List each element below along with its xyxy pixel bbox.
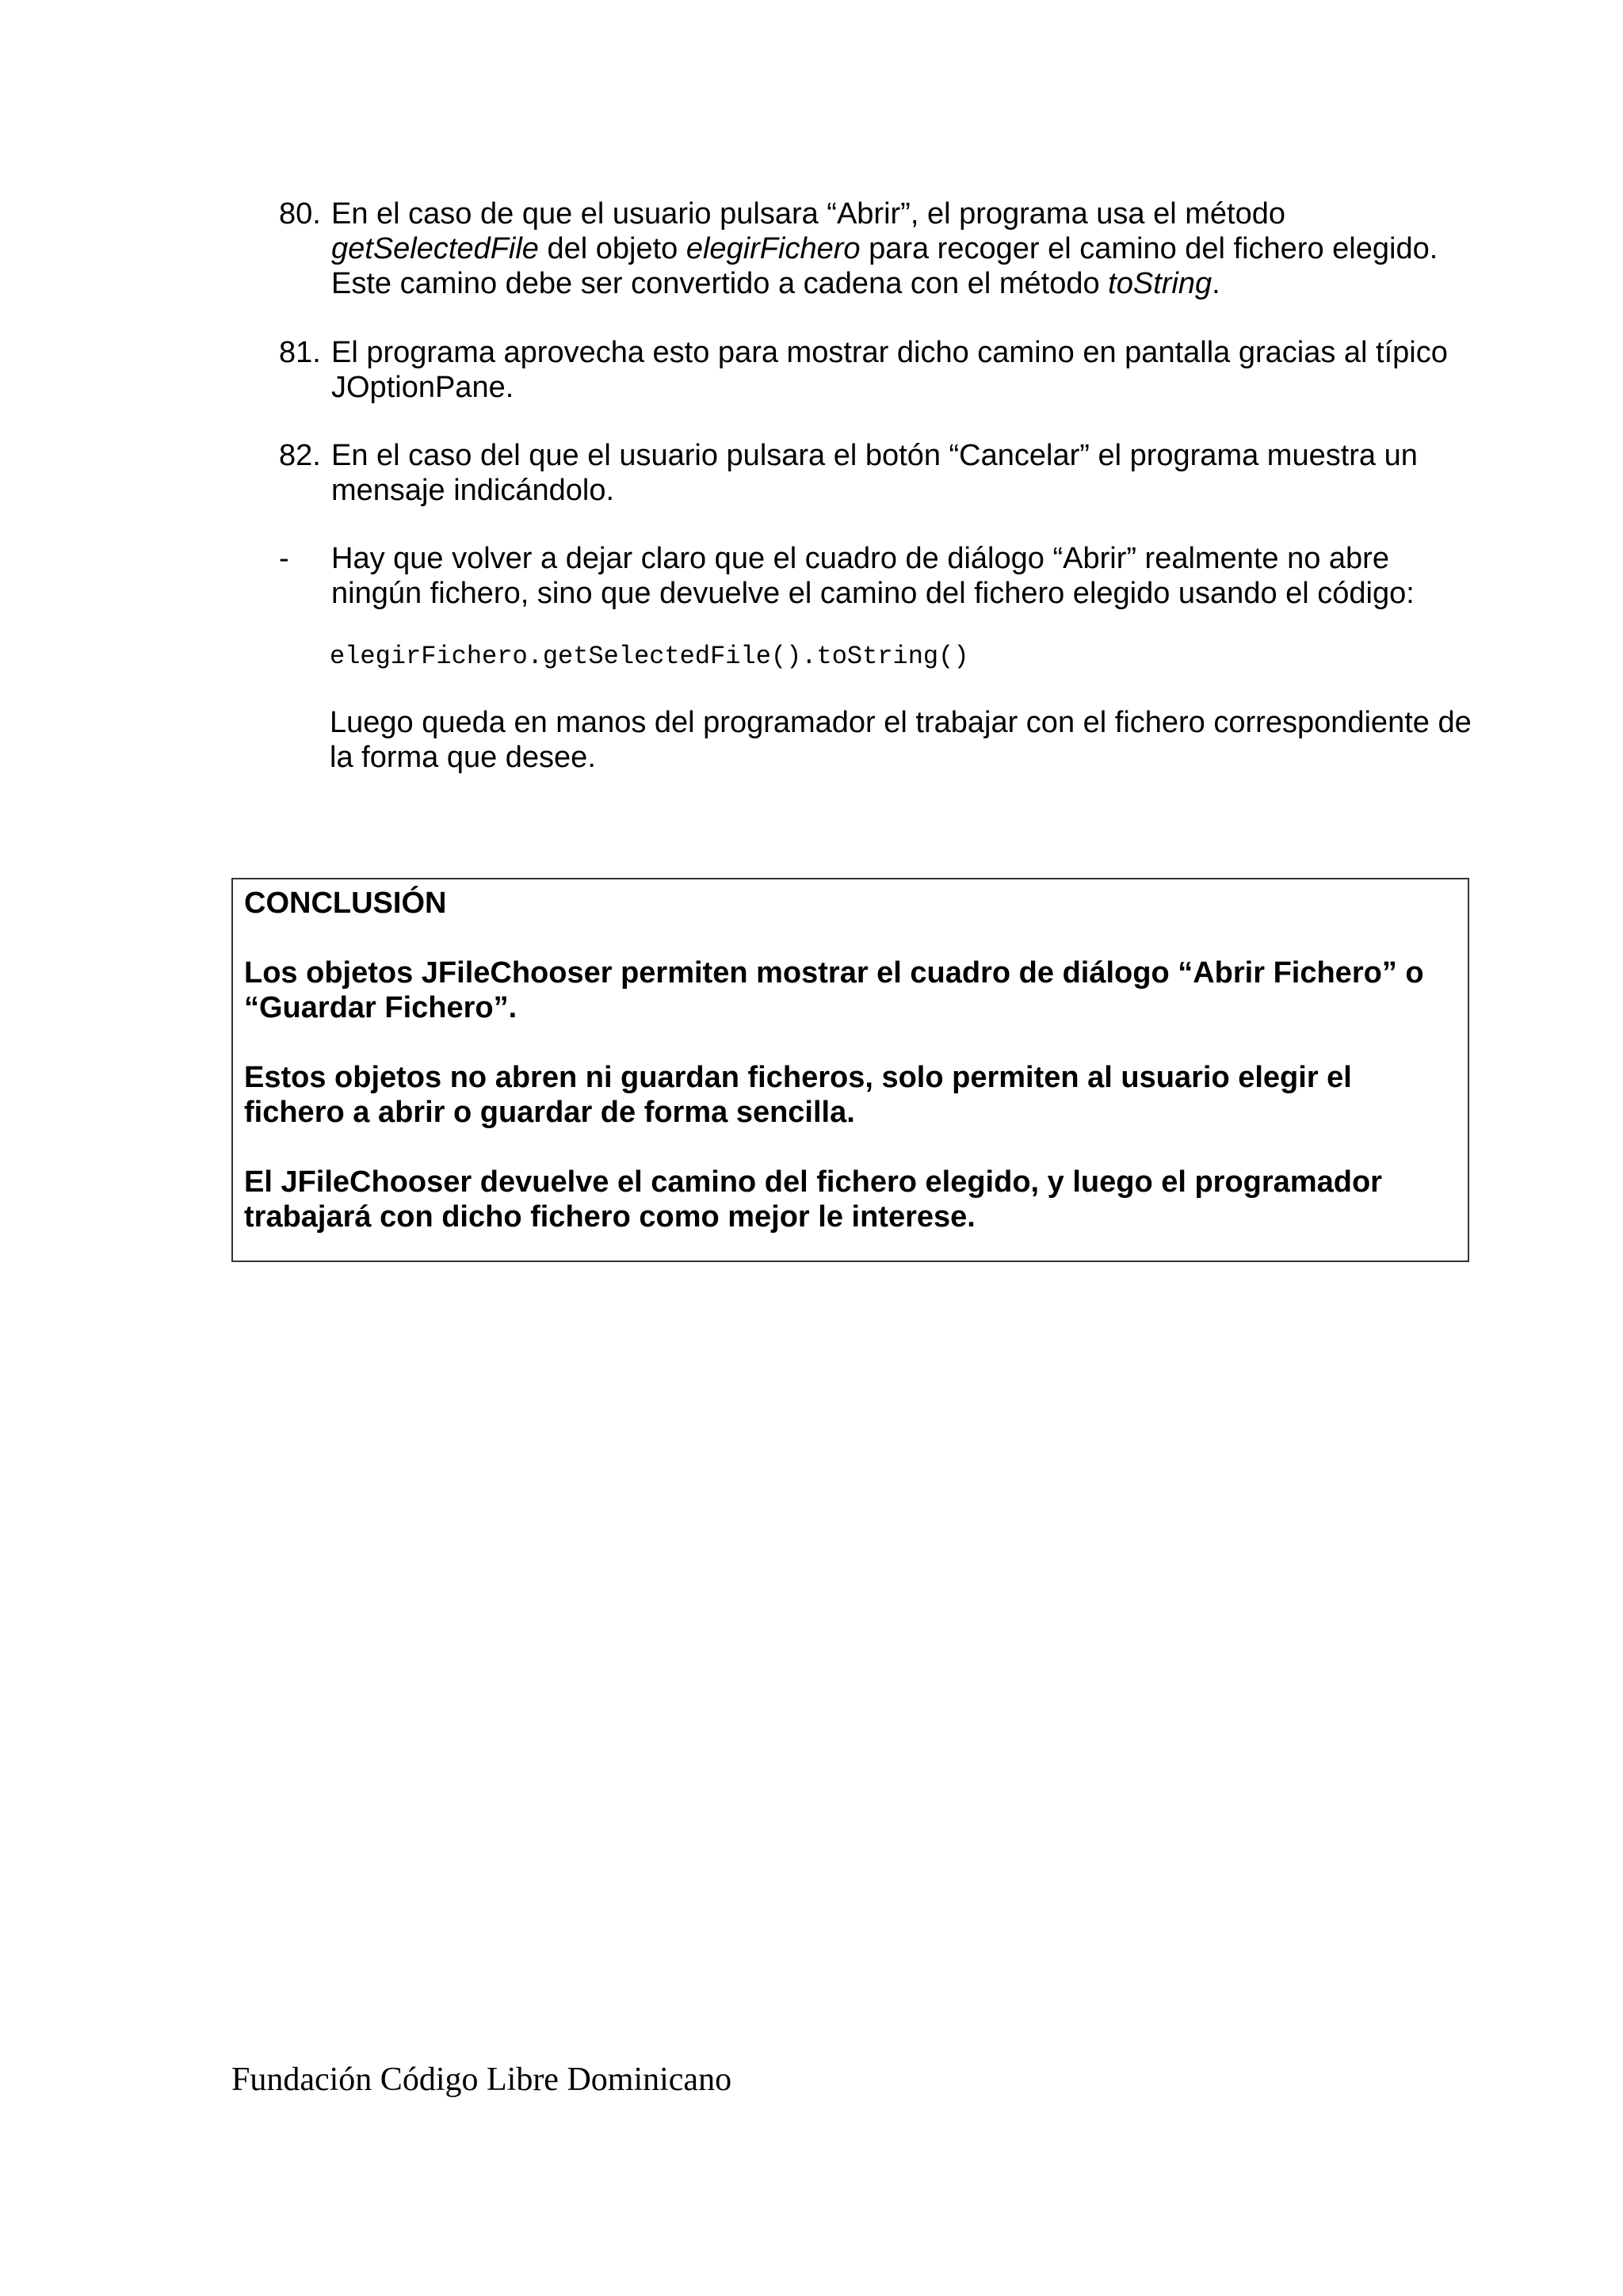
conclusion-title: CONCLUSIÓN xyxy=(244,887,447,920)
list-item-text: El programa aprovecha esto para mostrar dicho camino en pantalla gracias al típico JOptionPane. xyxy=(331,336,1448,404)
code-snippet: elegirFichero.getSelectedFile().toString() xyxy=(330,642,969,671)
paragraph: Luego queda en manos del programador el trabajar con el fichero correspondiente de la forma que desee. xyxy=(330,706,1472,774)
conclusion-paragraph: El JFileChooser devuelve el camino del fichero elegido, y luego el programador trabajará con dicho fichero como mejor le interese. xyxy=(244,1165,1382,1234)
object-name: elegirFichero xyxy=(685,232,861,265)
list-item-82 xyxy=(279,438,1484,508)
list-item-text: En el caso del que el usuario pulsara el botón “Cancelar” el programa muestra un mensaje indicándolo. xyxy=(331,439,1418,507)
conclusion-box xyxy=(231,878,1469,1262)
conclusion-paragraph: Los objetos JFileChooser permiten mostrar el cuadro de diálogo “Abrir Fichero” o “Guardar Fichero”. xyxy=(244,956,1424,1024)
list-marker: - xyxy=(279,542,289,575)
list-item-text: En el caso de que el usuario pulsara “Abrir”, el programa usa el método getSelectedFile del objeto elegirFichero para recoger el camino del fichero elegido. Este camino debe ser convertido a cadena con el método toString. xyxy=(331,197,1438,300)
list-item-80 xyxy=(279,196,1484,301)
list-item-81 xyxy=(279,335,1484,405)
method-name: getSelectedFile xyxy=(331,232,539,265)
method-name: toString xyxy=(1108,267,1212,300)
list-marker: 81. xyxy=(279,336,321,369)
list-item-text: Hay que volver a dejar claro que el cuadro de diálogo “Abrir” realmente no abre ningún fichero, sino que devuelve el camino del fichero elegido usando el código: xyxy=(331,542,1415,610)
list-marker: 82. xyxy=(279,439,321,472)
list-item-bullet xyxy=(279,541,1484,611)
list-marker: 80. xyxy=(279,197,321,231)
page-footer: Fundación Código Libre Dominicano xyxy=(231,2061,732,2098)
conclusion-paragraph: Estos objetos no abren ni guardan ficheros, solo permiten al usuario elegir el fichero a abrir o guardar de forma sencilla. xyxy=(244,1061,1352,1129)
